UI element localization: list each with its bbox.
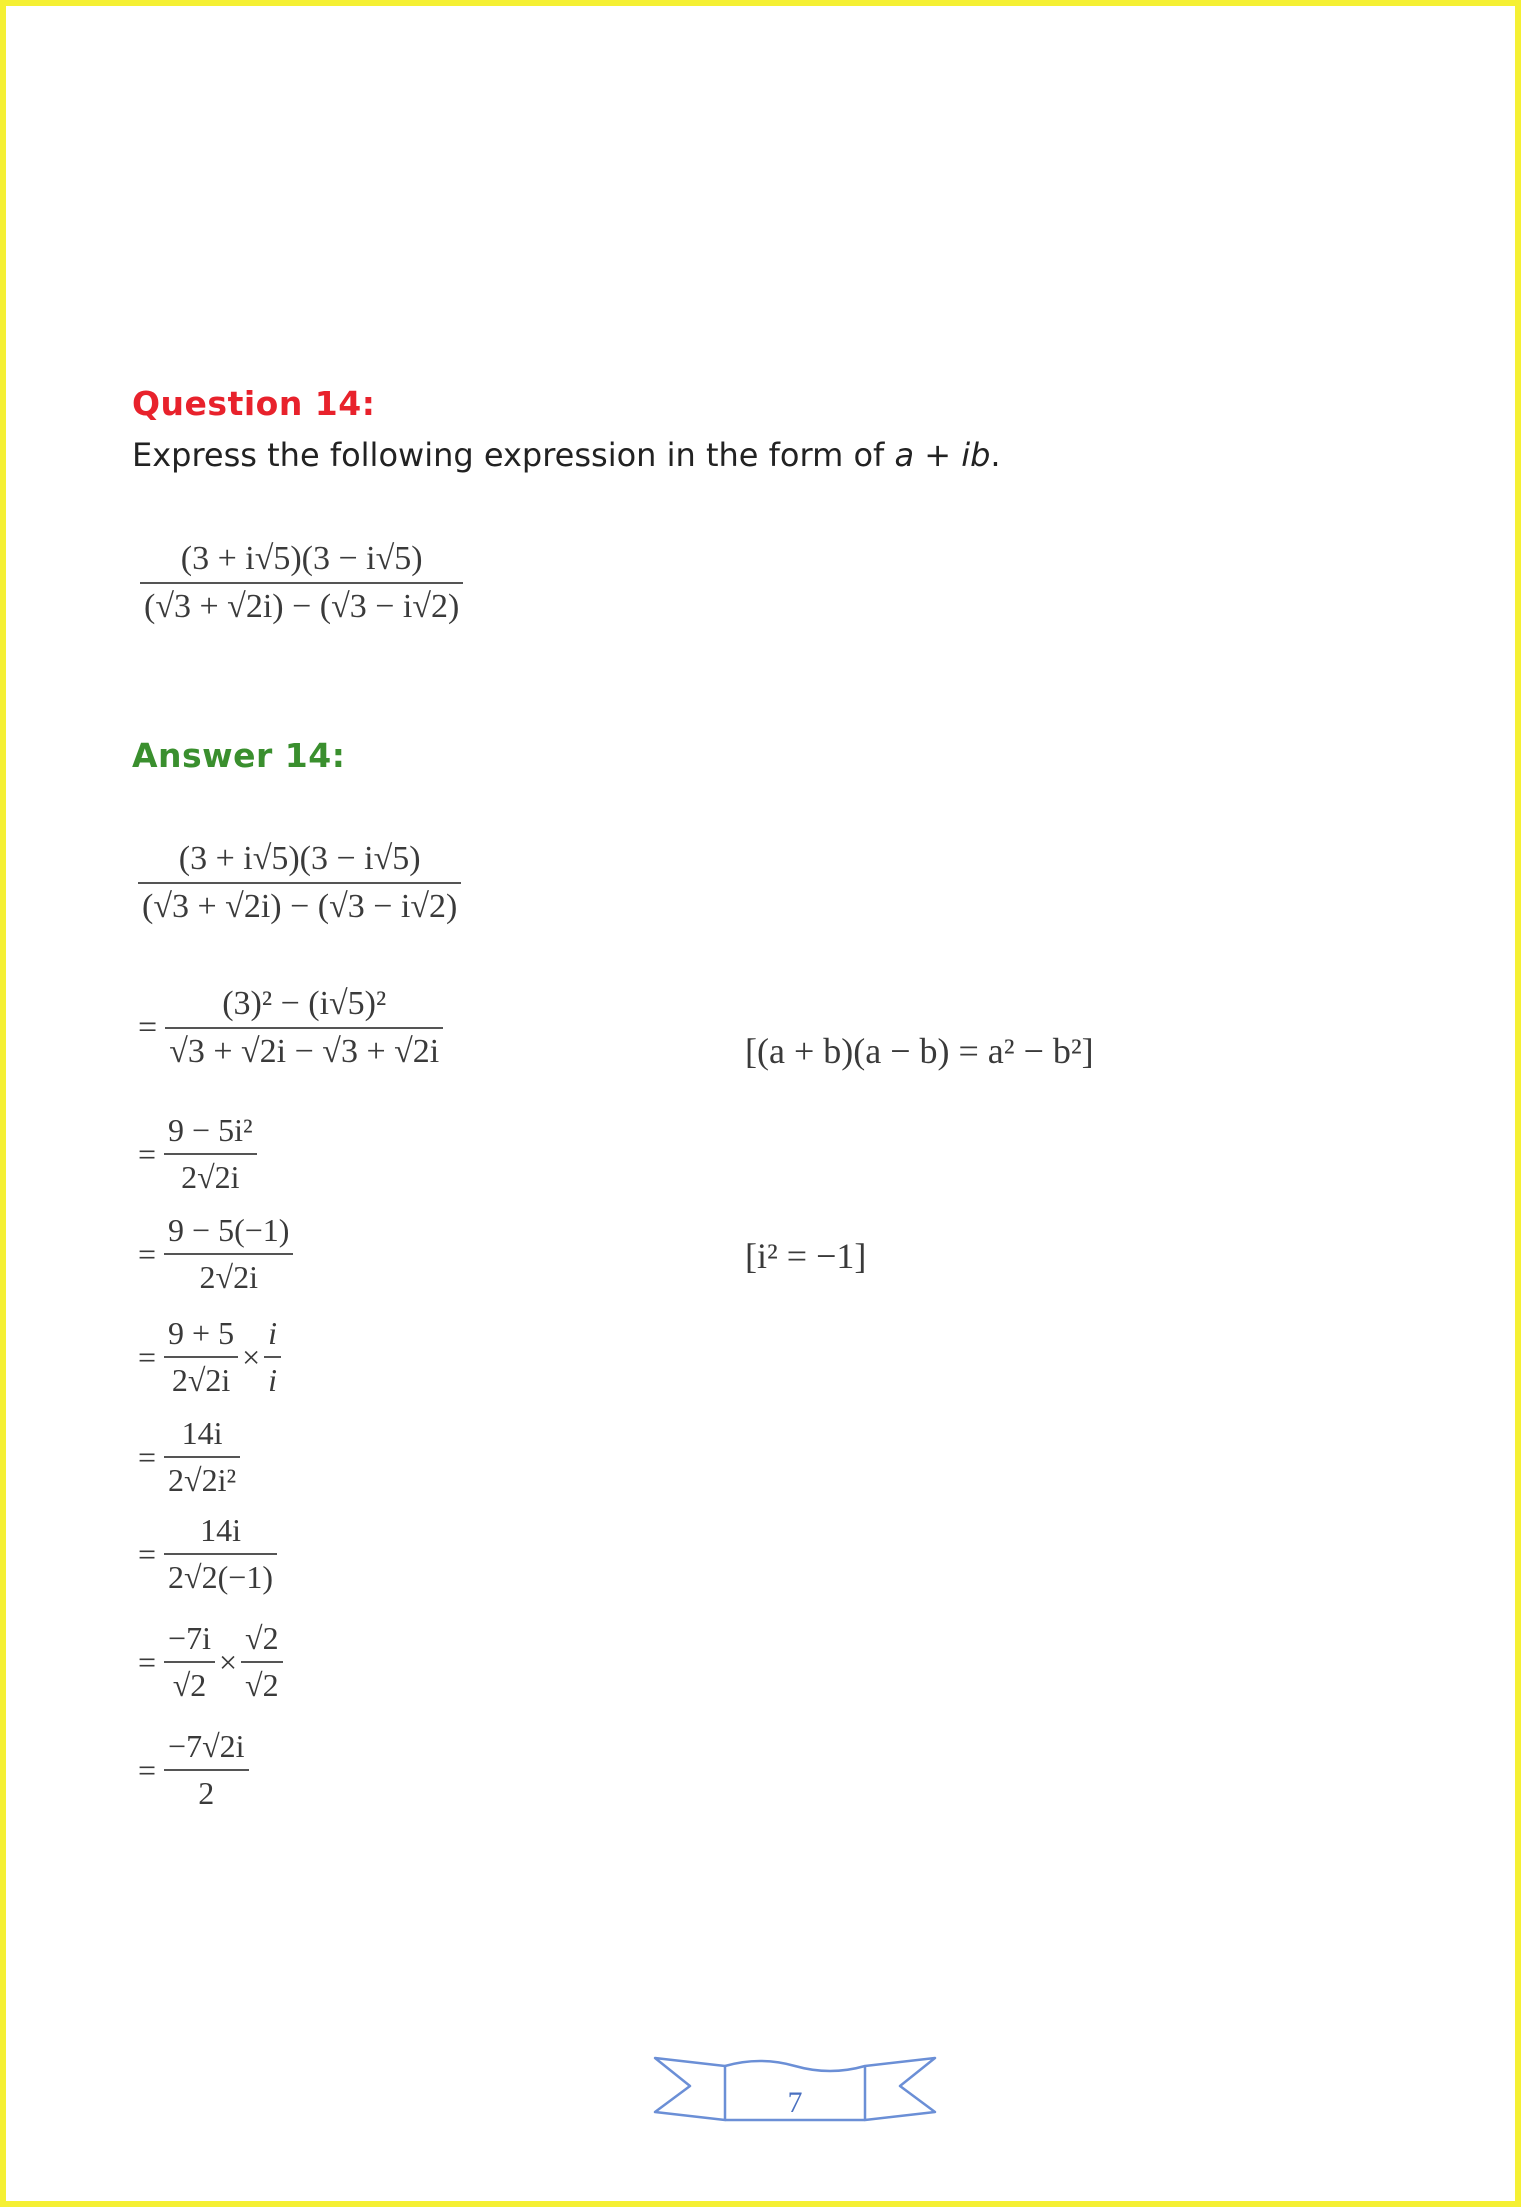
step-denominator: 2√2i: [171, 1362, 231, 1398]
answer-step: [138, 985, 443, 1071]
answer-step: [138, 1315, 281, 1399]
equals-sign: =: [138, 1235, 157, 1272]
step-fraction: [165, 985, 443, 1071]
equals-sign: =: [138, 1135, 157, 1172]
equals-sign: =: [138, 1751, 157, 1788]
fraction-bar: [164, 1356, 238, 1358]
question-fraction: [140, 540, 463, 626]
answer-step: [138, 1415, 240, 1499]
question-numerator: (3 + i√5)(3 − i√5): [180, 540, 423, 577]
step-denominator: √3 + √2i − √3 + √2i: [169, 1033, 440, 1070]
question-denominator: (√3 + √2i) − (√3 − i√2): [144, 588, 460, 625]
fraction-bar: [140, 582, 463, 584]
step-denominator: √2: [172, 1667, 207, 1703]
step-numerator: (3 + i√5)(3 − i√5): [178, 840, 421, 877]
step-fraction-2: [241, 1620, 283, 1704]
identity-note: [(a + b)(a − b) = a² − b²]: [745, 1031, 1094, 1071]
step-numerator: 9 − 5i²: [168, 1112, 253, 1148]
answer-step: [138, 1512, 277, 1596]
answer-step: [138, 840, 461, 926]
step-denominator: 2√2i: [181, 1159, 240, 1195]
answer-step: [138, 1728, 249, 1812]
step-denominator-2: √2: [245, 1667, 279, 1703]
question-heading: Question 14:: [132, 384, 376, 423]
fraction-bar: [164, 1769, 249, 1771]
step-numerator-2: i: [268, 1315, 278, 1351]
prompt-text: Express the following expression in the form of: [132, 436, 895, 474]
equals-sign: =: [138, 1338, 157, 1375]
fraction-bar: [164, 1661, 215, 1663]
step-numerator: −7i: [168, 1620, 211, 1656]
step-numerator: 14i: [200, 1512, 241, 1548]
fraction-bar: [241, 1661, 283, 1663]
answer-step: [138, 1212, 293, 1296]
step-fraction-2: [264, 1315, 281, 1399]
step-fraction: [164, 1728, 249, 1812]
step-fraction: [138, 840, 461, 926]
fraction-bar: [264, 1356, 281, 1358]
step-numerator-2: √2: [245, 1620, 279, 1656]
step-denominator: 2√2(−1): [168, 1559, 273, 1595]
equals-sign: =: [138, 1535, 157, 1572]
equals-sign: =: [138, 1009, 158, 1046]
times-sign: ×: [242, 1338, 261, 1375]
step-numerator: (3)² − (i√5)²: [222, 985, 387, 1022]
fraction-bar: [164, 1253, 293, 1255]
prompt-plus: +: [914, 436, 962, 474]
step-denominator: 2√2i: [199, 1259, 258, 1295]
prompt-end: .: [990, 436, 1001, 474]
step-numerator: 9 − 5(−1): [168, 1212, 290, 1248]
step-fraction: [164, 1512, 277, 1596]
step-numerator: 14i: [181, 1415, 223, 1451]
answer-step: [138, 1112, 257, 1196]
step-fraction: [164, 1620, 215, 1704]
page-number: 7: [787, 2086, 803, 2119]
fraction-bar: [165, 1027, 443, 1029]
fraction-bar: [138, 882, 461, 884]
step-fraction: [164, 1112, 257, 1196]
fraction-bar: [164, 1153, 257, 1155]
step-denominator: 2√2i²: [168, 1462, 237, 1498]
i-squared-note: [i² = −1]: [745, 1236, 867, 1276]
equals-sign: =: [138, 1438, 157, 1475]
step-fraction: [164, 1315, 238, 1399]
answer-step: [138, 1620, 283, 1704]
equals-sign: =: [138, 1643, 157, 1680]
step-denominator-2: i: [268, 1362, 278, 1398]
fraction-bar: [164, 1553, 277, 1555]
question-expression: [140, 540, 463, 626]
step-numerator: 9 + 5: [168, 1315, 235, 1351]
prompt-var-a: a: [894, 436, 915, 474]
step-fraction: [164, 1212, 293, 1296]
step-fraction: [164, 1415, 240, 1499]
step-numerator: −7√2i: [168, 1728, 245, 1764]
times-sign: ×: [218, 1643, 238, 1680]
question-prompt: [132, 436, 1001, 474]
step-denominator: 2: [198, 1775, 215, 1811]
step-denominator: (√3 + √2i) − (√3 − i√2): [142, 888, 458, 925]
answer-heading: Answer 14:: [132, 736, 346, 775]
prompt-var-ib: ib: [961, 436, 991, 474]
fraction-bar: [164, 1456, 240, 1458]
